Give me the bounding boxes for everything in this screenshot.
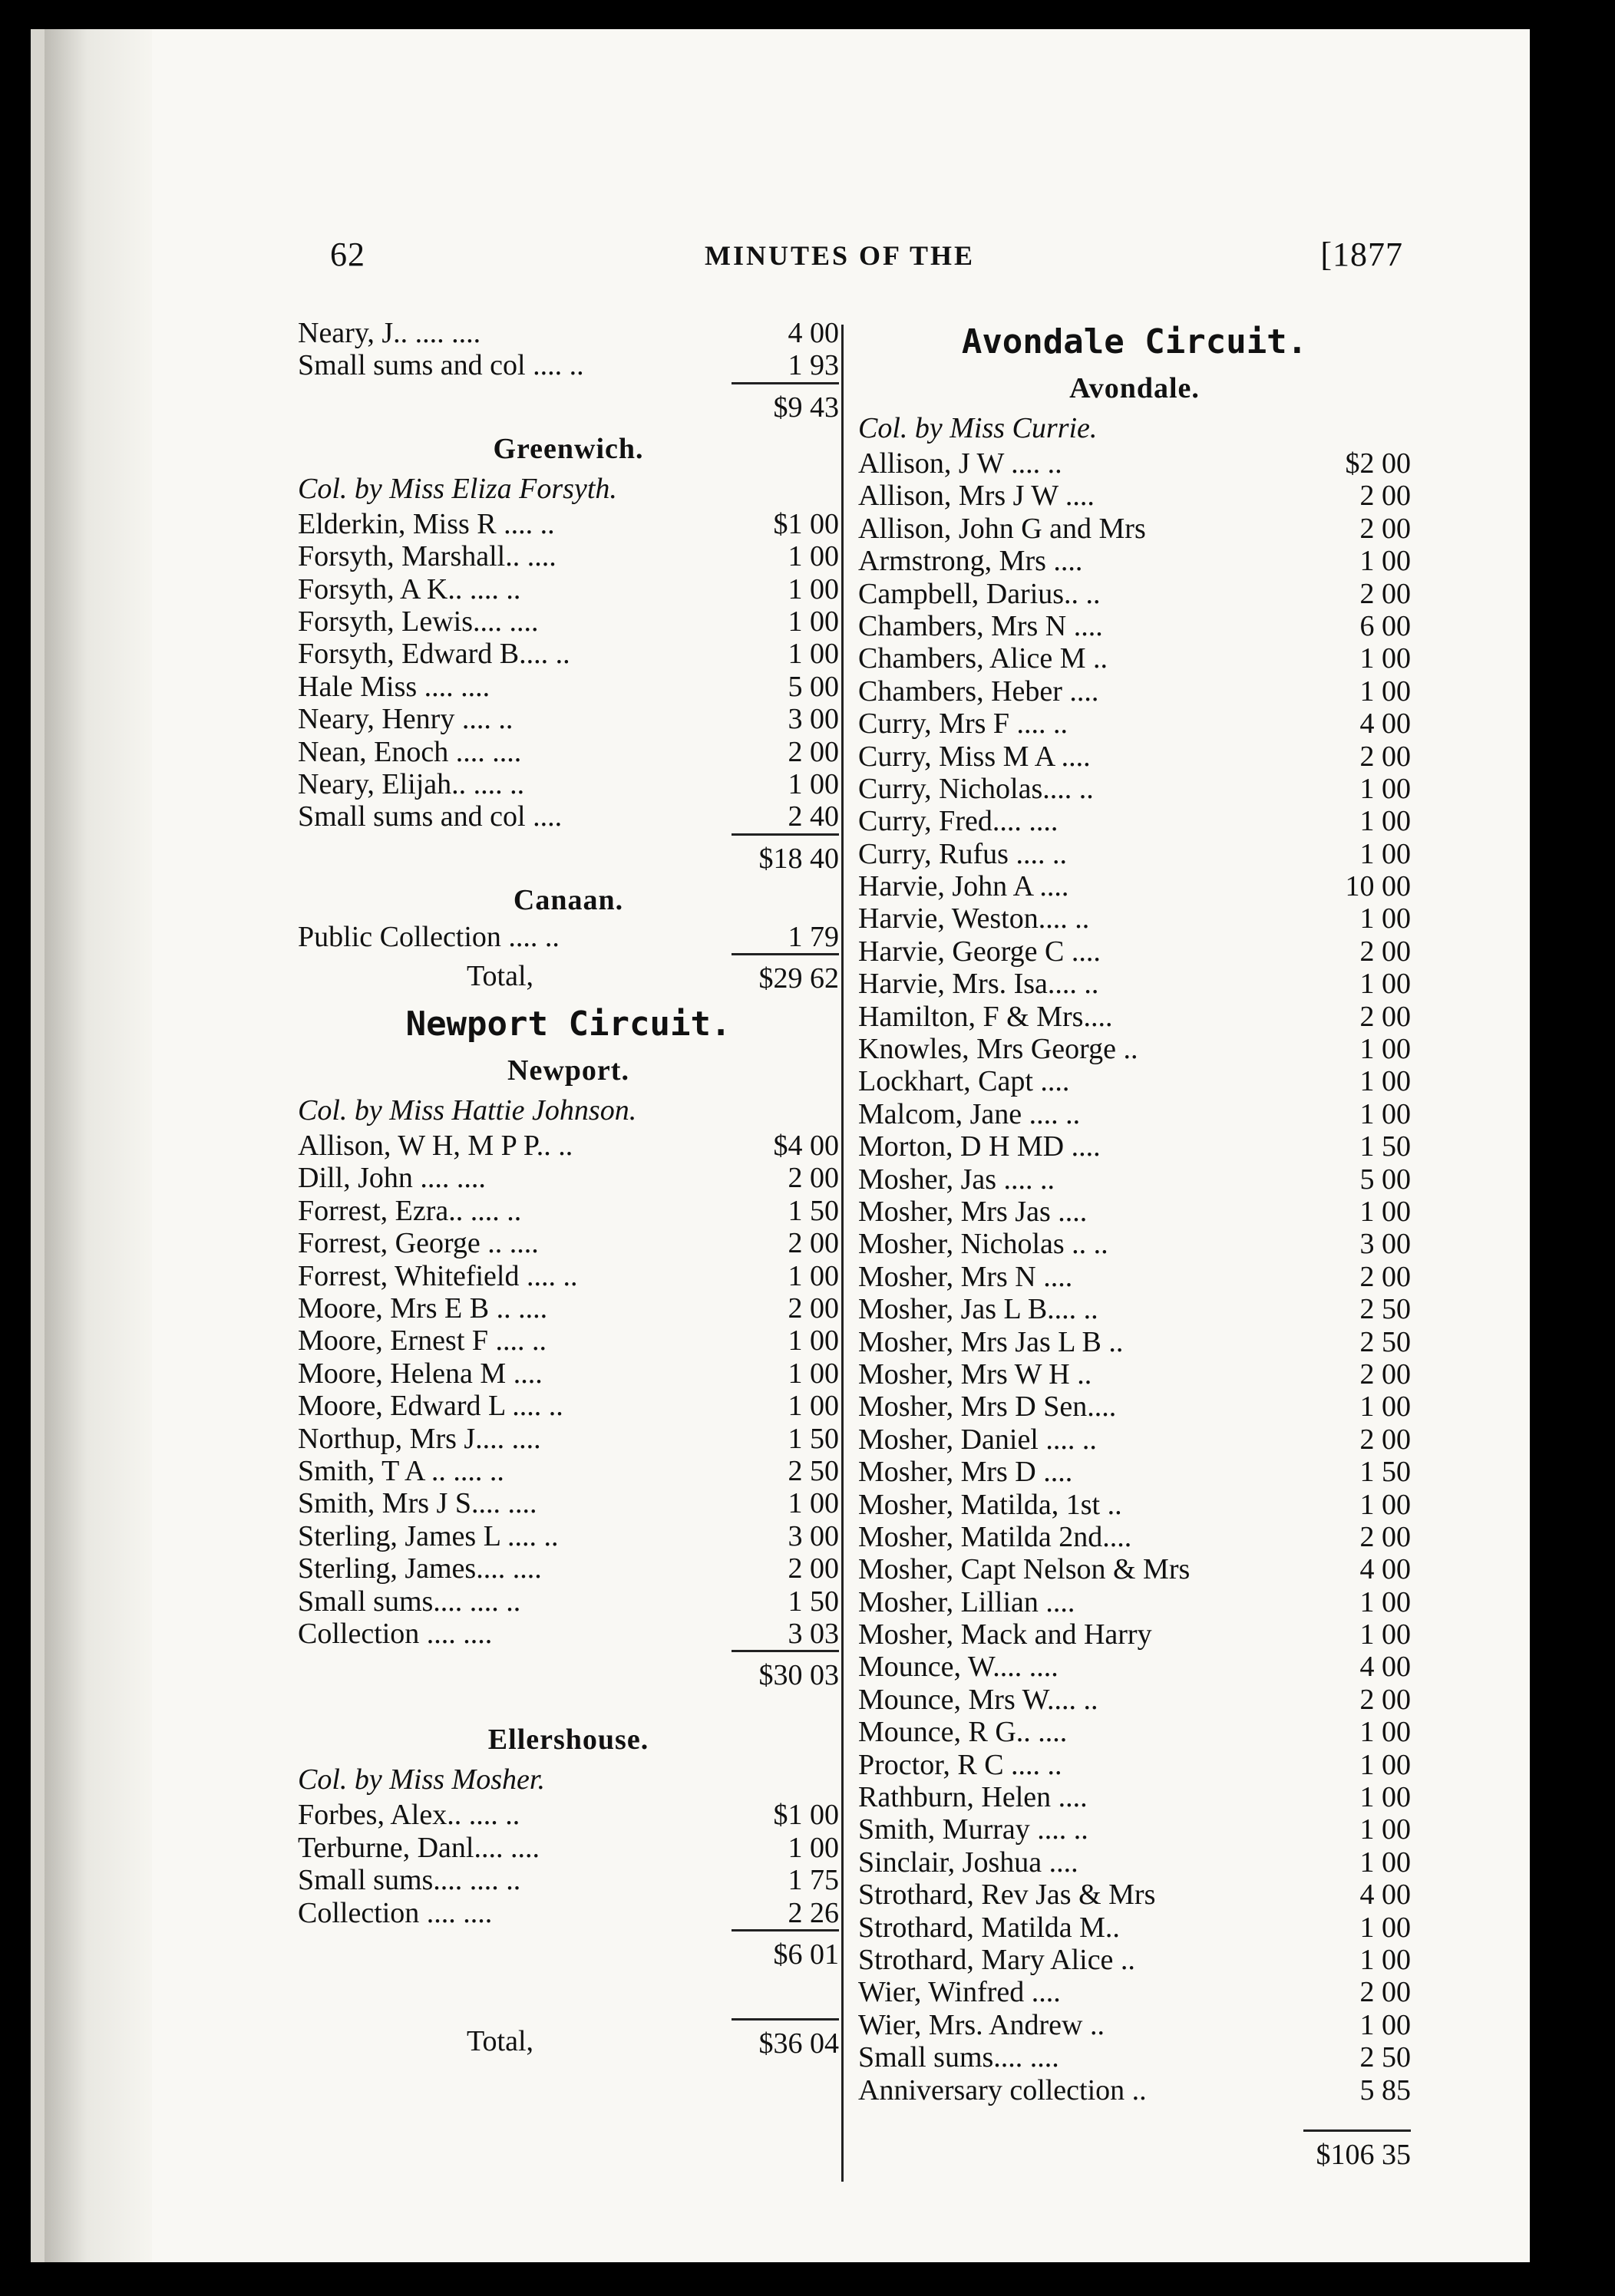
list-item (858, 1456, 1411, 1488)
list-item (298, 1832, 839, 1864)
collector-ellershouse: Col. by Miss Mosher. (298, 1763, 545, 1796)
newport-total: $30 03 (732, 1650, 839, 1696)
list-item (858, 708, 1411, 740)
entry-name: Neary, Elijah.. .... .. (298, 767, 525, 800)
entry-name: Mosher, Capt Nelson & Mrs (858, 1553, 1191, 1586)
list-item (858, 480, 1411, 512)
list-item (298, 1520, 839, 1552)
list-item (298, 508, 839, 540)
entry-amount: 1 00 (1359, 1716, 1411, 1749)
place-avondale: Avondale. (1069, 372, 1200, 404)
entry-amount: $1 00 (773, 507, 839, 540)
entry-name: Wier, Winfred .... (858, 1976, 1061, 2009)
entry-name: Armstrong, Mrs .... (858, 545, 1083, 578)
entry-amount: 1 50 (788, 1422, 839, 1455)
list-item (858, 1618, 1411, 1651)
entry-name: Harvie, Weston.... .. (858, 902, 1090, 935)
entry-name: Forsyth, A K.. .... .. (298, 572, 521, 605)
list-item (858, 1944, 1411, 1976)
entry-amount: 4 00 (788, 317, 839, 349)
entry-name: Mosher, Mrs D .... (858, 1456, 1073, 1489)
entry-amount: 1 00 (1359, 1097, 1411, 1130)
entry-name: Mounce, R G.. .... (858, 1716, 1068, 1749)
entry-amount: 2 00 (788, 1292, 839, 1325)
entry-amount: 10 00 (1345, 870, 1411, 903)
entry-name: Chambers, Mrs N .... (858, 609, 1103, 642)
list-item (298, 1162, 839, 1194)
entry-name: Allison, J W .... .. (858, 447, 1062, 480)
entry-amount: 1 00 (1359, 642, 1411, 675)
entry-amount: 1 00 (1359, 1618, 1411, 1651)
entry-name: Curry, Nicholas.... .. (858, 772, 1094, 805)
entry-amount: 1 00 (788, 1390, 839, 1423)
entry-name: Curry, Miss M A .... (858, 740, 1091, 773)
entry-name: Mosher, Mrs N .... (858, 1260, 1073, 1293)
entry-amount: 1 75 (788, 1864, 839, 1897)
entry-name: Campbell, Darius.. .. (858, 577, 1101, 610)
entry-amount: 1 00 (788, 1831, 839, 1864)
entry-amount: 1 00 (788, 1324, 839, 1357)
entry-name: Allison, John G and Mrs (858, 512, 1146, 545)
newport-circuit-total: $36 04 (732, 2018, 839, 2064)
entry-name: Forsyth, Marshall.. .... (298, 540, 556, 573)
list-item (858, 1813, 1411, 1846)
entry-name: Small sums.... .... (858, 2041, 1059, 2074)
place-canaan: Canaan. (513, 883, 624, 916)
newport-circuit-total-label: Total, (467, 2024, 534, 2057)
entry-amount: 1 00 (1359, 1390, 1411, 1423)
entry-name: Lockhart, Capt .... (858, 1065, 1070, 1098)
list-item (298, 1799, 839, 1831)
page-year: [1877 (1320, 236, 1403, 273)
ellershouse-total: $6 01 (732, 1929, 839, 1975)
list-item (858, 1781, 1411, 1813)
entry-amount: 1 50 (788, 1585, 839, 1618)
list-item (298, 605, 839, 638)
entry-name: Mosher, Mrs D Sen.... (858, 1390, 1117, 1423)
entry-name: Strothard, Rev Jas & Mrs (858, 1879, 1156, 1912)
newport-total-row (298, 1650, 839, 1696)
entry-amount: $2 00 (1345, 447, 1411, 480)
list-item (858, 870, 1411, 902)
entry-name: Forsyth, Edward B.... .. (298, 638, 570, 671)
entry-name: Hamilton, F & Mrs.... (858, 1000, 1113, 1033)
entry-name: Mosher, Matilda 2nd.... (858, 1520, 1132, 1553)
entry-amount: 5 00 (1359, 1163, 1411, 1196)
list-item (858, 1879, 1411, 1911)
entry-name: Small sums.... .... .. (298, 1864, 521, 1897)
list-item (858, 1651, 1411, 1683)
greenwich-total-row (298, 833, 839, 879)
entry-amount: 1 00 (1359, 1813, 1411, 1846)
list-item (858, 1846, 1411, 1879)
entry-amount: $1 00 (773, 1799, 839, 1832)
list-item (298, 1390, 839, 1422)
entry-name: Mosher, Daniel .... .. (858, 1423, 1097, 1456)
entry-name: Curry, Rufus .... .. (858, 837, 1067, 870)
entry-name: Collection .... .... (298, 1617, 493, 1650)
entry-amount: 2 00 (1359, 1976, 1411, 2009)
list-item (858, 1130, 1411, 1163)
list-item (298, 1260, 839, 1292)
list-item (858, 838, 1411, 870)
entry-amount: 5 85 (1359, 2073, 1411, 2106)
list-item (858, 1489, 1411, 1521)
entry-name: Sterling, James.... .... (298, 1552, 542, 1585)
entry-amount: 2 00 (788, 1552, 839, 1585)
ellershouse-total-row (298, 1929, 839, 1975)
list-item (858, 1033, 1411, 1065)
list-item (298, 1864, 839, 1896)
entry-amount: 1 50 (1359, 1130, 1411, 1163)
entry-amount: 2 00 (1359, 1683, 1411, 1716)
entry-amount: 1 00 (788, 767, 839, 800)
entry-amount: 2 00 (1359, 740, 1411, 773)
entry-amount: 4 00 (1359, 708, 1411, 741)
list-item (298, 317, 839, 349)
entry-name: Public Collection .... .. (298, 920, 560, 953)
opening-total: $9 43 (732, 382, 839, 428)
entry-amount: 3 00 (1359, 1228, 1411, 1261)
list-item (858, 1976, 1411, 2008)
canaan-total-row (298, 953, 839, 999)
greenwich-list (298, 508, 839, 833)
list-item (858, 968, 1411, 1000)
list-item (858, 1390, 1411, 1423)
entry-name: Malcom, Jane .... .. (858, 1097, 1081, 1130)
entry-name: Harvie, John A .... (858, 870, 1069, 903)
list-item (858, 805, 1411, 837)
list-item (298, 1357, 839, 1390)
list-item (858, 1163, 1411, 1196)
entry-name: Mosher, Nicholas .. .. (858, 1228, 1108, 1261)
entry-name: Harvie, Mrs. Isa.... .. (858, 968, 1099, 1001)
entry-name: Mosher, Jas L B.... .. (858, 1293, 1098, 1326)
entry-amount: 2 00 (1359, 577, 1411, 610)
list-item (858, 2041, 1411, 2073)
entry-name: Collection .... .... (298, 1896, 493, 1929)
entry-amount: 1 00 (1359, 902, 1411, 935)
list-item (858, 1749, 1411, 1781)
entry-amount: 1 00 (1359, 1846, 1411, 1879)
list-item (858, 1098, 1411, 1130)
place-greenwich: Greenwich. (493, 432, 644, 465)
entry-name: Curry, Fred.... .... (858, 805, 1059, 838)
list-item (298, 1227, 839, 1259)
list-item (858, 1684, 1411, 1716)
list-item (298, 921, 839, 953)
ellershouse-list (298, 1799, 839, 1929)
entry-amount: 2 40 (788, 800, 839, 833)
list-item (298, 540, 839, 572)
entry-amount: 1 00 (1359, 1585, 1411, 1618)
page-header (298, 235, 1403, 281)
entry-name: Wier, Mrs. Andrew .. (858, 2008, 1105, 2041)
list-item (298, 349, 839, 381)
list-item (298, 1487, 839, 1519)
entry-name: Forrest, Ezra.. .... .. (298, 1194, 522, 1227)
entry-amount: 2 00 (1359, 1260, 1411, 1293)
entry-amount: 1 00 (1359, 2008, 1411, 2041)
entry-amount: 2 00 (1359, 1520, 1411, 1553)
list-item (858, 1196, 1411, 1228)
entry-name: Moore, Mrs E B .. .... (298, 1292, 548, 1325)
list-item (298, 1324, 839, 1357)
entry-name: Morton, D H MD .... (858, 1130, 1101, 1163)
entry-name: Forsyth, Lewis.... .... (298, 605, 539, 638)
list-item (298, 1897, 839, 1929)
entry-name: Chambers, Alice M .. (858, 642, 1108, 675)
collector-newport: Col. by Miss Hattie Johnson. (298, 1094, 637, 1127)
newport-list (298, 1130, 839, 1650)
greenwich-total: $18 40 (732, 833, 839, 879)
list-item (858, 935, 1411, 968)
entry-name: Forbes, Alex.. .... .. (298, 1799, 520, 1832)
list-item (858, 610, 1411, 642)
circuit-title-avondale: Avondale Circuit. (961, 322, 1308, 361)
canaan-total-label: Total, (467, 960, 534, 993)
list-item (298, 1552, 839, 1585)
entry-name: Anniversary collection .. (858, 2073, 1147, 2106)
list-item (858, 1716, 1411, 1748)
list-item (858, 741, 1411, 773)
entry-name: Northup, Mrs J.... .... (298, 1422, 541, 1455)
entry-amount: 4 00 (1359, 1553, 1411, 1586)
entry-name: Forrest, George .. .... (298, 1227, 539, 1260)
entry-name: Proctor, R C .... .. (858, 1748, 1062, 1781)
entry-amount: 1 50 (1359, 1456, 1411, 1489)
entry-name: Rathburn, Helen .... (858, 1781, 1088, 1814)
list-item (298, 1130, 839, 1162)
list-item (858, 1228, 1411, 1260)
running-title: MINUTES OF THE (705, 240, 976, 271)
entry-name: Mounce, Mrs W.... .. (858, 1683, 1098, 1716)
entry-amount: 1 00 (1359, 1748, 1411, 1781)
entry-name: Elderkin, Miss R .... .. (298, 507, 555, 540)
entry-amount: 1 79 (788, 920, 839, 953)
entry-name: Terburne, Danl.... .... (298, 1831, 540, 1864)
entry-amount: 6 00 (1359, 609, 1411, 642)
entry-amount: $4 00 (773, 1130, 839, 1163)
list-item (298, 703, 839, 735)
entry-amount: 1 00 (1359, 1911, 1411, 1944)
book-page (31, 29, 1530, 2262)
entry-amount: 3 03 (788, 1617, 839, 1650)
entry-name: Small sums.... .... .. (298, 1585, 521, 1618)
entry-name: Strothard, Matilda M.. (858, 1911, 1120, 1944)
entry-name: Mounce, W.... .... (858, 1651, 1059, 1684)
entry-name: Chambers, Heber .... (858, 675, 1099, 708)
entry-amount: 1 00 (1359, 968, 1411, 1001)
entry-name: Smith, Mrs J S.... .... (298, 1487, 537, 1520)
list-item (298, 1423, 839, 1455)
entry-amount: 2 00 (788, 1227, 839, 1260)
entry-amount: 3 00 (788, 1519, 839, 1552)
list-item (298, 671, 839, 703)
list-item (858, 1553, 1411, 1585)
list-item (858, 545, 1411, 577)
entry-amount: 1 50 (788, 1194, 839, 1227)
page-number: 62 (330, 236, 365, 273)
entry-name: Moore, Ernest F .... .. (298, 1324, 547, 1357)
list-item (858, 1586, 1411, 1618)
list-item (858, 1912, 1411, 1944)
entry-name: Small sums and col .... (298, 800, 563, 833)
entry-name: Small sums and col .... .. (298, 349, 584, 382)
entry-amount: 1 00 (1359, 772, 1411, 805)
place-ellershouse: Ellershouse. (487, 1724, 649, 1757)
entry-name: Strothard, Mary Alice .. (858, 1943, 1135, 1976)
page-spine-shadow (45, 29, 152, 2262)
list-item (858, 1521, 1411, 1553)
list-item (858, 2009, 1411, 2041)
entry-amount: 1 00 (1359, 1195, 1411, 1228)
entry-amount: 1 00 (788, 638, 839, 671)
entry-name: Nean, Enoch .... .... (298, 735, 522, 768)
entry-name: Mosher, Mack and Harry (858, 1618, 1152, 1651)
entry-amount: 2 50 (1359, 1293, 1411, 1326)
avondale-total-row (858, 2129, 1411, 2176)
list-item (858, 447, 1411, 480)
entry-amount: 2 00 (788, 1162, 839, 1195)
canaan-list (298, 921, 839, 953)
entry-name: Mosher, Jas .... .. (858, 1163, 1055, 1196)
column-divider (841, 325, 844, 2182)
entry-amount: 1 00 (788, 1259, 839, 1292)
list-item (858, 1261, 1411, 1293)
entry-name: Allison, Mrs J W .... (858, 480, 1095, 513)
entry-name: Neary, J.. .... .... (298, 317, 481, 349)
entry-amount: 2 00 (1359, 512, 1411, 545)
place-newport: Newport. (507, 1054, 629, 1087)
canaan-total: $29 62 (732, 953, 839, 999)
list-item (858, 1001, 1411, 1033)
entry-name: Neary, Henry .... .. (298, 703, 514, 736)
entry-amount: 1 00 (788, 540, 839, 573)
entry-name: Smith, Murray .... .. (858, 1813, 1088, 1846)
entry-amount: 1 00 (1359, 1488, 1411, 1521)
entry-name: Mosher, Mrs Jas .... (858, 1195, 1088, 1228)
entry-amount: 1 00 (1359, 1943, 1411, 1976)
newport-circuit-total-row (298, 2018, 839, 2064)
list-item (298, 638, 839, 670)
list-item (298, 1292, 839, 1324)
entry-amount: 1 00 (1359, 675, 1411, 708)
entry-name: Knowles, Mrs George .. (858, 1033, 1138, 1066)
entry-name: Curry, Mrs F .... .. (858, 708, 1068, 741)
entry-amount: 3 00 (788, 703, 839, 736)
entry-amount: 4 00 (1359, 1879, 1411, 1912)
list-item (298, 573, 839, 605)
entry-name: Moore, Helena M .... (298, 1357, 543, 1390)
entry-amount: 2 26 (788, 1896, 839, 1929)
list-item (858, 513, 1411, 545)
list-item (298, 1585, 839, 1618)
list-item (858, 902, 1411, 935)
list-item (298, 1618, 839, 1650)
entry-name: Hale Miss .... .... (298, 670, 490, 703)
list-item (858, 1293, 1411, 1325)
entry-amount: 1 00 (788, 1357, 839, 1390)
collector-avondale: Col. by Miss Currie. (858, 412, 1098, 444)
left-column (298, 317, 839, 2064)
list-item (298, 800, 839, 833)
opening-list (298, 317, 839, 382)
entry-amount: 1 00 (788, 605, 839, 638)
entry-amount: 1 00 (1359, 1033, 1411, 1066)
entry-amount: 2 50 (1359, 2041, 1411, 2074)
entry-amount: 2 00 (1359, 1000, 1411, 1033)
entry-name: Mosher, Mrs W H .. (858, 1357, 1092, 1390)
entry-name: Mosher, Lillian .... (858, 1585, 1075, 1618)
list-item (298, 1195, 839, 1227)
entry-amount: 1 00 (788, 572, 839, 605)
list-item (298, 1455, 839, 1487)
entry-amount: 1 00 (1359, 805, 1411, 838)
entry-amount: 5 00 (788, 670, 839, 703)
avondale-total: $106 35 (1303, 2129, 1411, 2176)
circuit-title-newport: Newport Circuit. (405, 1004, 732, 1044)
entry-name: Dill, John .... .... (298, 1162, 486, 1195)
entry-amount: 2 50 (1359, 1325, 1411, 1358)
entry-name: Forrest, Whitefield .... .. (298, 1259, 578, 1292)
entry-amount: 2 00 (1359, 935, 1411, 968)
entry-amount: 2 50 (788, 1454, 839, 1487)
entry-name: Moore, Edward L .... .. (298, 1390, 563, 1423)
right-column (858, 317, 1411, 2176)
entry-amount: 1 00 (1359, 837, 1411, 870)
entry-amount: 2 00 (1359, 1423, 1411, 1456)
entry-amount: 1 93 (788, 349, 839, 382)
entry-name: Allison, W H, M P P.. .. (298, 1130, 573, 1163)
list-item (858, 642, 1411, 675)
entry-name: Sinclair, Joshua .... (858, 1846, 1078, 1879)
list-item (858, 675, 1411, 708)
list-item (298, 736, 839, 768)
opening-total-row (298, 382, 839, 428)
entry-amount: 2 00 (1359, 480, 1411, 513)
entry-amount: 4 00 (1359, 1651, 1411, 1684)
entry-name: Mosher, Mrs Jas L B .. (858, 1325, 1124, 1358)
entry-amount: 1 00 (1359, 1781, 1411, 1814)
list-item (858, 773, 1411, 805)
entry-name: Smith, T A .. .... .. (298, 1454, 504, 1487)
entry-name: Sterling, James L .... .. (298, 1519, 559, 1552)
collector-greenwich: Col. by Miss Eliza Forsyth. (298, 472, 617, 505)
list-item (858, 1065, 1411, 1097)
entry-amount: 2 00 (1359, 1357, 1411, 1390)
list-item (858, 578, 1411, 610)
list-item (858, 2074, 1411, 2106)
entry-name: Harvie, George C .... (858, 935, 1101, 968)
avondale-list (858, 447, 1411, 2106)
entry-name: Mosher, Matilda, 1st .. (858, 1488, 1122, 1521)
list-item (858, 1423, 1411, 1456)
entry-amount: 1 00 (1359, 545, 1411, 578)
list-item (858, 1326, 1411, 1358)
list-item (298, 768, 839, 800)
entry-amount: 1 00 (1359, 1065, 1411, 1098)
entry-amount: 2 00 (788, 735, 839, 768)
entry-amount: 1 00 (788, 1487, 839, 1520)
list-item (858, 1358, 1411, 1390)
